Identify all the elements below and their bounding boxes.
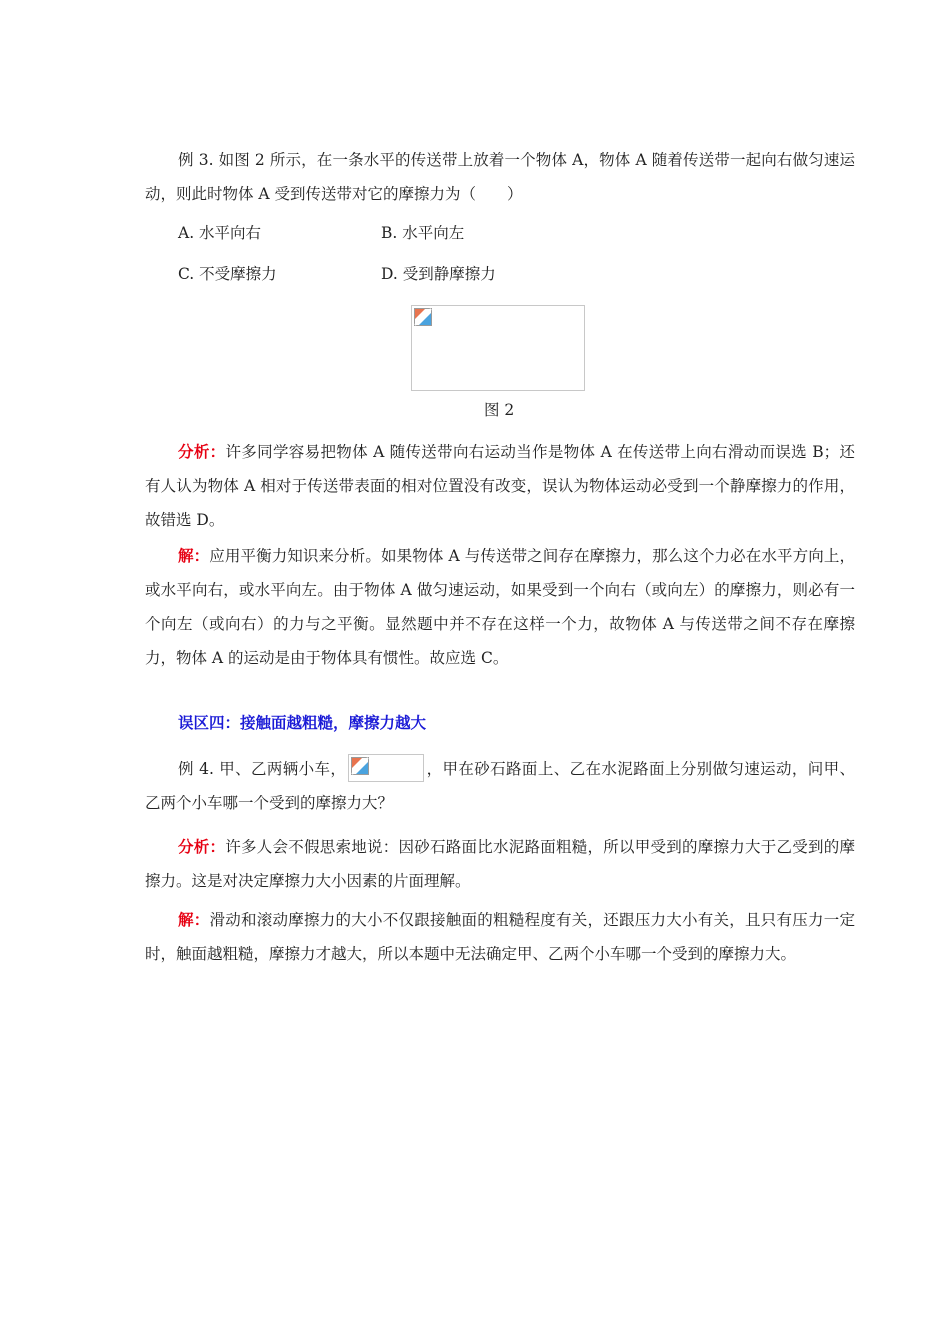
analysis-text: 许多同学容易把物体 A 随传送带向右运动当作是物体 A 在传送带上向右滑动而误选 B；还有人认为物体 A 相对于传送带表面的相对位置没有改变，误认为物体运动必受到一个静摩擦力的作用，故错选 D。 xyxy=(145,443,855,529)
analysis-text: 许多人会不假思索地说：因砂石路面比水泥路面粗糙，所以甲受到的摩擦力大于乙受到的摩擦力。这是对决定摩擦力大小因素的片面理解。 xyxy=(145,838,855,890)
figure-2-image xyxy=(411,305,585,391)
example3-stem: 例 3. 如图 2 所示，在一条水平的传送带上放着一个物体 A，物体 A 随着传送带一起向右做匀速运动，则此时物体 A 受到传送带对它的摩擦力为（ ） xyxy=(145,151,855,203)
example4-stem xyxy=(145,752,855,820)
solution-text: 滑动和滚动摩擦力的大小不仅跟接触面的粗糙程度有关，还跟压力大小有关，且只有压力一定时，触面越粗糙，摩擦力才越大，所以本题中无法确定甲、乙两个小车哪一个受到的摩擦力大。 xyxy=(145,911,855,963)
example3-option-c: C. 不受摩擦力 xyxy=(178,265,277,283)
solution-label: 解： xyxy=(178,911,210,929)
broken-image-icon xyxy=(351,757,369,775)
solution-label: 解： xyxy=(178,547,210,565)
example3-solution xyxy=(145,539,855,675)
example3-option-b: B. 水平向左 xyxy=(381,224,465,242)
solution-text: 应用平衡力知识来分析。如果物体 A 与传送带之间存在摩擦力，那么这个力必在水平方向上，或水平向右，或水平向左。由于物体 A 做匀速运动，如果受到一个向右（或向左）的摩擦力，则必有一个向左（或向右）的力与之平衡。显然题中并不存在这样一个力，故物体 A 与传送带之间不存在摩擦力，物体 A 的运动是由于物体具有惯性。故应选 C。 xyxy=(145,547,855,667)
example4-analysis xyxy=(145,830,855,898)
broken-image-icon xyxy=(414,308,432,326)
analysis-label: 分析： xyxy=(178,838,226,856)
inline-image xyxy=(348,754,424,782)
example3-option-d: D. 受到静摩擦力 xyxy=(381,265,496,283)
analysis-label: 分析： xyxy=(178,443,226,461)
example3-analysis xyxy=(145,435,855,537)
example4-solution xyxy=(145,903,855,971)
example4-stem-after: ，甲在砂石路面上、乙在水泥路面上分别做匀速运动，问甲、乙两个小车哪一个受到的摩擦力大？ xyxy=(145,760,855,812)
example3-option-a: A. 水平向右 xyxy=(178,224,262,242)
example4-stem-before: 例 4. 甲、乙两辆小车， xyxy=(178,760,347,778)
section-heading: 误区四：接触面越粗糙，摩擦力越大 xyxy=(178,714,427,732)
figure-2-caption: 图 2 xyxy=(484,401,515,419)
